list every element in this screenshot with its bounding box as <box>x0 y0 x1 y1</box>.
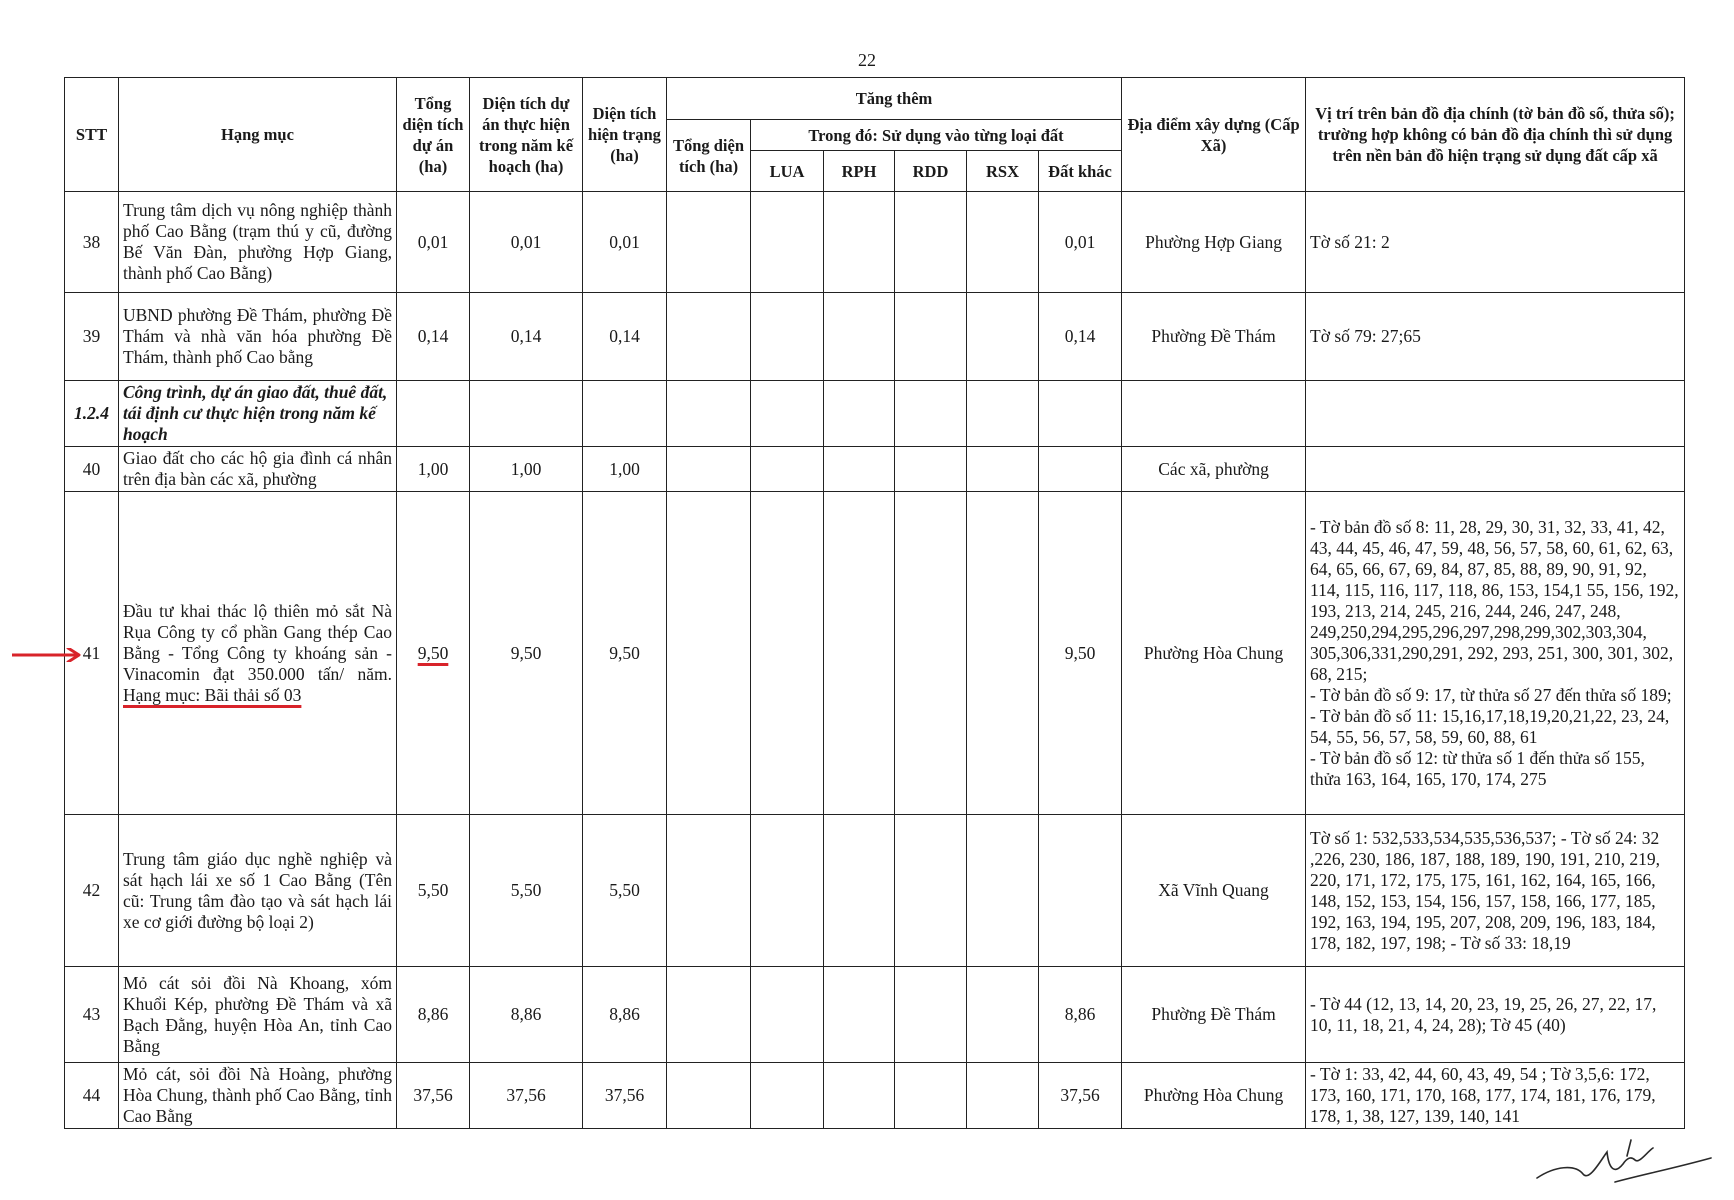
cell-tang-tong <box>667 293 751 381</box>
cell-empty <box>667 381 751 447</box>
cell-rph <box>824 1063 895 1129</box>
header-tong-dien-tich: Tổng diện tích dự án (ha) <box>397 78 470 192</box>
cell-lua <box>751 293 824 381</box>
cell-stt: 41 <box>65 492 119 815</box>
table-row <box>65 447 1685 492</box>
cell-rsx <box>967 293 1039 381</box>
cell-tong: 5,50 <box>397 815 470 967</box>
cell-hien-trang: 5,50 <box>583 815 667 967</box>
header-hang-muc: Hạng mục <box>119 78 397 192</box>
cell-tang-tong <box>667 492 751 815</box>
cell-lua <box>751 967 824 1063</box>
cell-empty <box>751 381 824 447</box>
cell-dia-diem: Phường Đề Thám <box>1122 967 1306 1063</box>
table-row <box>65 967 1685 1063</box>
cell-dat-khac: 8,86 <box>1039 967 1122 1063</box>
cell-tong: 37,56 <box>397 1063 470 1129</box>
cell-lua <box>751 447 824 492</box>
hang-muc-text: Đầu tư khai thác lộ thiên mỏ sắt Nà Rụa Công ty cổ phần Gang thép Cao Bằng - Tổng Công ty khoáng sản - Vinacomin đạt 350.000 tấn/ năm. <box>123 600 392 684</box>
vi-tri-line: 249,250,294,295,296,297,298,299,302,303,304, 305,306,331,290,291, 292, 293, 251, 300, 301, 302, 68, 215; <box>1310 621 1674 684</box>
cell-rdd <box>895 815 967 967</box>
cell-dat-khac <box>1039 447 1122 492</box>
cell-stt: 44 <box>65 1063 119 1129</box>
cell-thuc-hien: 5,50 <box>470 815 583 967</box>
header-dat-khac: Đất khác <box>1039 151 1122 192</box>
cell-hang-muc: Trung tâm giáo dục nghề nghiệp và sát hạch lái xe số 1 Cao Bằng (Tên cũ: Trung tâm đào tạo và sát hạch lái xe cơ giới đường bộ loại 2) <box>119 815 397 967</box>
table-row <box>65 1063 1685 1129</box>
cell-dat-khac: 37,56 <box>1039 1063 1122 1129</box>
cell-lua <box>751 815 824 967</box>
cell-vi-tri: - Tờ 1: 33, 42, 44, 60, 43, 49, 54 ; Tờ 3,5,6: 172, 173, 160, 171, 170, 168, 177, 174, 181, 176, 179, 178, 1, 38, 127, 139, 140, 141 <box>1306 1063 1685 1129</box>
cell-rsx <box>967 967 1039 1063</box>
vi-tri-line: - Tờ bản đồ số 11: 15,16,17,18,19,20,21,22, 23, 24, 54, 55, 56, 57, 58, 59, 60, 88, 61 <box>1310 705 1670 747</box>
cell-thuc-hien: 9,50 <box>470 492 583 815</box>
cell-rph <box>824 967 895 1063</box>
cell-rph <box>824 192 895 293</box>
header-dia-diem: Địa điểm xây dựng (Cấp Xã) <box>1122 78 1306 192</box>
cell-empty <box>1122 381 1306 447</box>
vi-tri-line: - Tờ bản đồ số 9: 17, từ thửa số 27 đến thửa số 189; <box>1310 684 1672 705</box>
cell-empty <box>1039 381 1122 447</box>
cell-dia-diem: Xã Vĩnh Quang <box>1122 815 1306 967</box>
cell-empty <box>583 381 667 447</box>
cell-rdd <box>895 447 967 492</box>
cell-lua <box>751 492 824 815</box>
cell-hien-trang: 9,50 <box>583 492 667 815</box>
header-rph: RPH <box>824 151 895 192</box>
cell-thuc-hien: 8,86 <box>470 967 583 1063</box>
vi-tri-line: - Tờ bản đồ số 8: 11, 28, 29, 30, 31, 32, 33, 41, 42, 43, 44, 45, 46, 47, 59, 48, 56, 57, 58, 60, 61, 62, 63, 64, 65, 66, 67, 69, 84, 87, 85, 88, 89, 90, 91, 92, 114, 115, 116, 117, 118, 86, 153, 154,1 55, 156, 192, 193, 213, 214, 245, 216, 244, 246, 247, 248, <box>1310 516 1679 621</box>
header-tang-tong-dien-tich: Tổng diện tích (ha) <box>667 120 751 192</box>
cell-lua <box>751 192 824 293</box>
cell-lua <box>751 1063 824 1129</box>
cell-dat-khac: 0,01 <box>1039 192 1122 293</box>
cell-tang-tong <box>667 447 751 492</box>
cell-empty <box>397 381 470 447</box>
cell-vi-tri <box>1306 447 1685 492</box>
cell-tong: 0,14 <box>397 293 470 381</box>
cell-tong: 8,86 <box>397 967 470 1063</box>
cell-tang-tong <box>667 192 751 293</box>
cell-tong: 1,00 <box>397 447 470 492</box>
cell-tang-tong <box>667 967 751 1063</box>
cell-tang-tong <box>667 815 751 967</box>
tong-underlined: 9,50 <box>417 642 449 663</box>
table-row <box>65 293 1685 381</box>
header-trong-do: Trong đó: Sử dụng vào từng loại đất <box>751 120 1122 151</box>
table-row-highlighted <box>65 492 1685 815</box>
cell-stt: 43 <box>65 967 119 1063</box>
cell-thuc-hien: 1,00 <box>470 447 583 492</box>
cell-rdd <box>895 192 967 293</box>
cell-rdd <box>895 967 967 1063</box>
header-rsx: RSX <box>967 151 1039 192</box>
cell-empty <box>967 381 1039 447</box>
cell-dia-diem: Các xã, phường <box>1122 447 1306 492</box>
section-row <box>65 381 1685 447</box>
cell-hang-muc: Mỏ cát, sỏi đồi Nà Hoàng, phường Hòa Chung, thành phố Cao Bằng, tỉnh Cao Bằng <box>119 1063 397 1129</box>
cell-vi-tri: Tờ số 1: 532,533,534,535,536,537; - Tờ số 24: 32 ,226, 230, 186, 187, 188, 189, 190, 191, 210, 219, 220, 171, 172, 175, 175, 161, 162, 164, 165, 166, 148, 152, 153, 154, 156, 157, 158, 166, 177, 185, 192, 163, 194, 195, 207, 208, 209, 196, 183, 184, 178, 182, 197, 198; - Tờ số 33: 18,19 <box>1306 815 1685 967</box>
cell-hang-muc: Giao đất cho các hộ gia đình cá nhân trên địa bàn các xã, phường <box>119 447 397 492</box>
cell-tong: 0,01 <box>397 192 470 293</box>
cell-hang-muc: UBND phường Đề Thám, phường Đề Thám và nhà văn hóa phường Đề Thám, thành phố Cao bằng <box>119 293 397 381</box>
cell-dat-khac <box>1039 815 1122 967</box>
cell-hien-trang: 0,01 <box>583 192 667 293</box>
hang-muc-underlined: Hạng mục: Bãi thải số 03 <box>123 684 302 705</box>
cell-hien-trang: 0,14 <box>583 293 667 381</box>
cell-hang-muc: Trung tâm dịch vụ nông nghiệp thành phố Cao Bằng (trạm thú y cũ, đường Bế Văn Đàn, phường Hợp Giang, thành phố Cao Bằng) <box>119 192 397 293</box>
cell-dat-khac: 9,50 <box>1039 492 1122 815</box>
cell-hien-trang: 8,86 <box>583 967 667 1063</box>
cell-rph <box>824 815 895 967</box>
table-row <box>65 192 1685 293</box>
cell-empty <box>1306 381 1685 447</box>
cell-hang-muc: Mỏ cát sỏi đồi Nà Khoang, xóm Khuổi Kép, phường Đề Thám và xã Bạch Đằng, huyện Hòa An, tỉnh Cao Bằng <box>119 967 397 1063</box>
cell-dat-khac: 0,14 <box>1039 293 1122 381</box>
cell-dia-diem: Phường Hòa Chung <box>1122 1063 1306 1129</box>
cell-dia-diem: Phường Hòa Chung <box>1122 492 1306 815</box>
header-rdd: RDD <box>895 151 967 192</box>
cell-rph <box>824 293 895 381</box>
header-tang-them: Tăng thêm <box>667 78 1122 120</box>
cell-rsx <box>967 1063 1039 1129</box>
vi-tri-line: - Tờ bản đồ số 12: từ thửa số 1 đến thửa số 155, thửa 163, 164, 165, 170, 174, 275 <box>1310 747 1645 789</box>
cell-empty <box>895 381 967 447</box>
cell-rdd <box>895 293 967 381</box>
header-lua: LUA <box>751 151 824 192</box>
signature-mark <box>1535 1130 1715 1190</box>
cell-rdd <box>895 1063 967 1129</box>
cell-empty <box>470 381 583 447</box>
page-number: 22 <box>858 50 876 70</box>
cell-stt: 38 <box>65 192 119 293</box>
cell-section-number: 1.2.4 <box>65 381 119 447</box>
cell-hang-muc <box>119 492 397 815</box>
header-dien-tich-hien-trang: Diện tích hiện trạng (ha) <box>583 78 667 192</box>
cell-section-title: Công trình, dự án giao đất, thuê đất, tái định cư thực hiện trong năm kế hoạch <box>119 381 397 447</box>
cell-stt: 42 <box>65 815 119 967</box>
cell-empty <box>824 381 895 447</box>
cell-vi-tri: Tờ số 79: 27;65 <box>1306 293 1685 381</box>
cell-rph <box>824 447 895 492</box>
cell-thuc-hien: 0,01 <box>470 192 583 293</box>
header-stt: STT <box>65 78 119 192</box>
cell-dia-diem: Phường Đề Thám <box>1122 293 1306 381</box>
cell-thuc-hien: 37,56 <box>470 1063 583 1129</box>
cell-stt: 39 <box>65 293 119 381</box>
header-vi-tri: Vị trí trên bản đồ địa chính (tờ bản đồ số, thửa số); trường hợp không có bản đồ địa chính thì sử dụng trên nền bản đồ hiện trạng sử dụng đất cấp xã <box>1306 78 1685 192</box>
cell-hien-trang: 1,00 <box>583 447 667 492</box>
cell-rsx <box>967 447 1039 492</box>
cell-dia-diem: Phường Hợp Giang <box>1122 192 1306 293</box>
cell-rph <box>824 492 895 815</box>
cell-hien-trang: 37,56 <box>583 1063 667 1129</box>
cell-rdd <box>895 492 967 815</box>
red-arrow-annotation <box>12 648 82 662</box>
land-use-table <box>64 77 1685 1129</box>
cell-rsx <box>967 815 1039 967</box>
cell-thuc-hien: 0,14 <box>470 293 583 381</box>
table-row <box>65 815 1685 967</box>
cell-vi-tri <box>1306 492 1685 815</box>
cell-tong <box>397 492 470 815</box>
header-dien-tich-thuc-hien: Diện tích dự án thực hiện trong năm kế hoạch (ha) <box>470 78 583 192</box>
cell-rsx <box>967 192 1039 293</box>
cell-stt: 40 <box>65 447 119 492</box>
cell-rsx <box>967 492 1039 815</box>
cell-vi-tri: - Tờ 44 (12, 13, 14, 20, 23, 19, 25, 26, 27, 22, 17, 10, 11, 18, 21, 4, 24, 28); Tờ 45 (40) <box>1306 967 1685 1063</box>
cell-vi-tri: Tờ số 21: 2 <box>1306 192 1685 293</box>
cell-tang-tong <box>667 1063 751 1129</box>
